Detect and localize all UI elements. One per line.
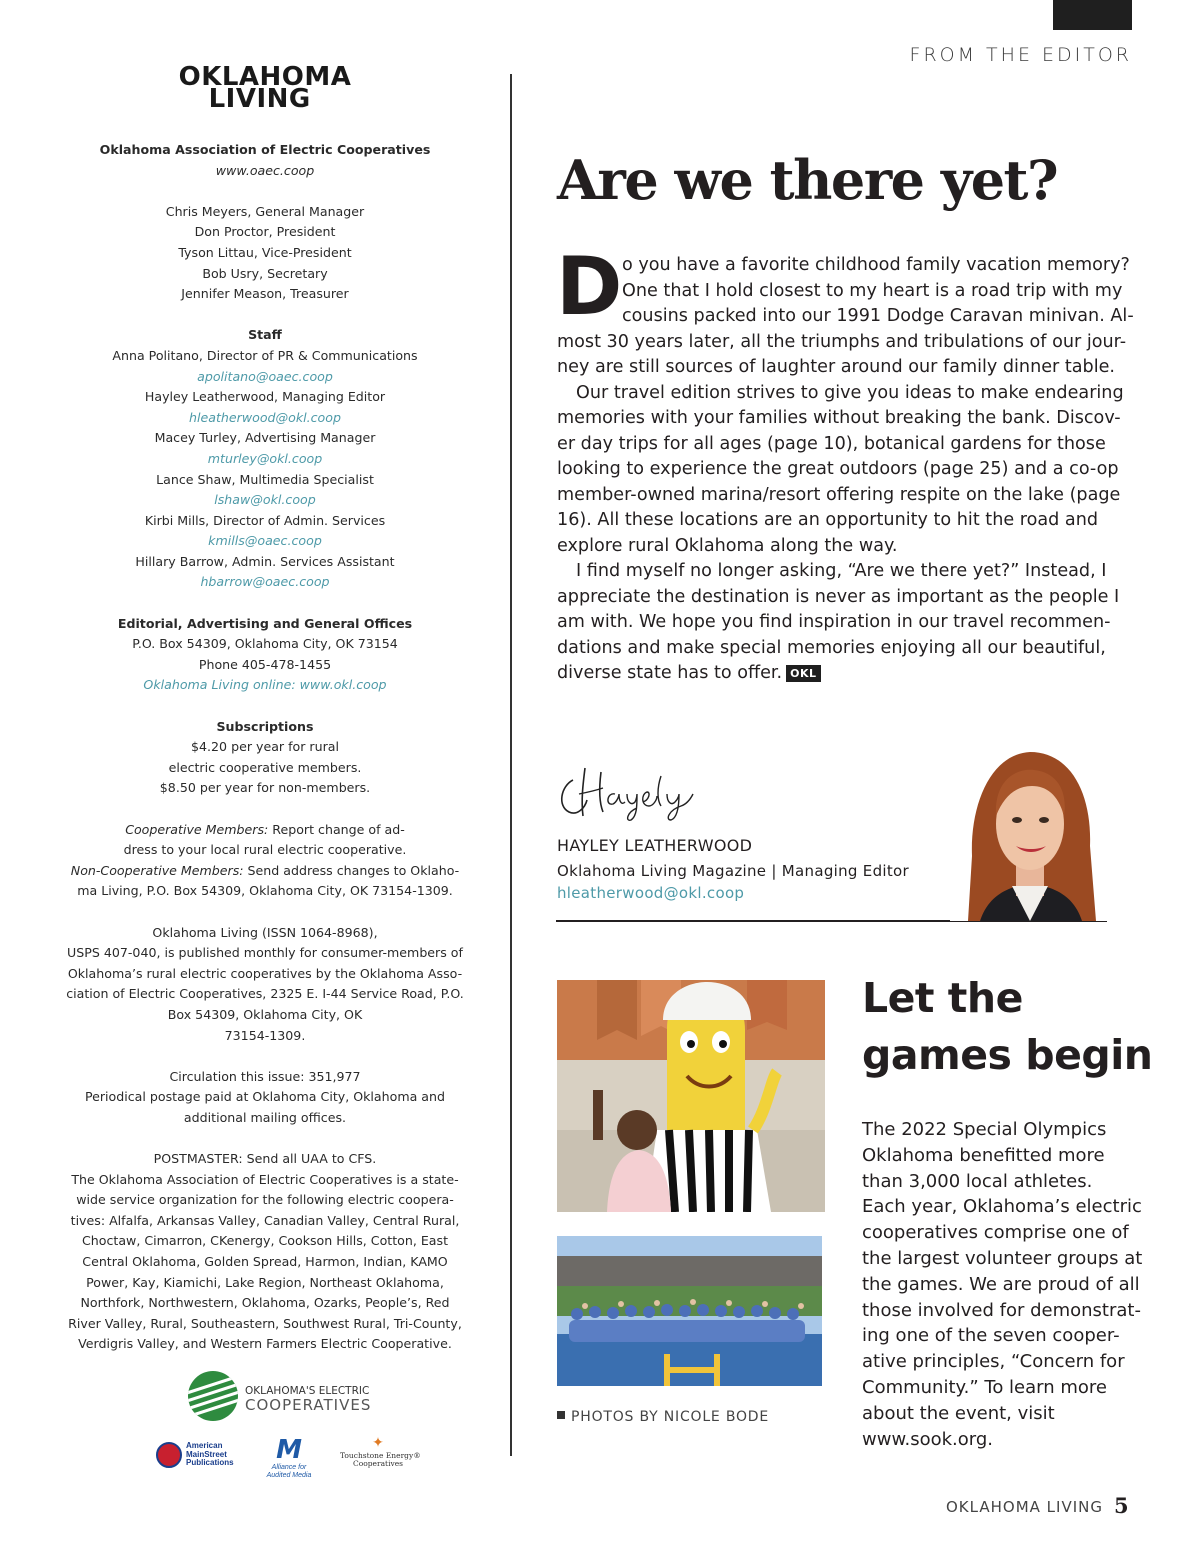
- officer: Chris Meyers, General Manager: [165, 203, 365, 219]
- staff-role: Macey Turley, Advertising Manager: [154, 430, 376, 446]
- bullet-square-icon: [557, 1411, 565, 1419]
- postmaster-line: The Oklahoma Association of Electric Cooperatives is a state-: [71, 1171, 459, 1187]
- coop-members-label: Cooperative Members:: [125, 821, 269, 837]
- subscriptions-heading: Subscriptions: [216, 718, 314, 734]
- sidebar-line: the games. We are proud of all: [862, 1273, 1140, 1295]
- handwritten-signature: [557, 758, 707, 824]
- column-divider: [510, 74, 512, 1456]
- officer: Bob Usry, Secretary: [202, 265, 328, 281]
- author-portrait: [950, 746, 1107, 921]
- sidebar-line: Community.” To learn more: [862, 1377, 1107, 1398]
- offices-address: P.O. Box 54309, Oklahoma City, OK 73154: [132, 636, 398, 652]
- okl-end-badge: OKL: [786, 665, 820, 682]
- aam-mark-icon: M: [276, 1435, 302, 1465]
- coop-logo-line-2: COOPERATIVES: [245, 1396, 372, 1414]
- postmaster-line: River Valley, Rural, Southeastern, Southwest Rural, Tri-County,: [68, 1315, 462, 1331]
- staff-role: Kirbi Mills, Director of Admin. Services: [144, 512, 386, 528]
- body-line: cousins packed into our 1991 Dodge Caravan minivan. Al-: [622, 306, 1134, 326]
- logo-line-2: LIVING: [208, 84, 311, 114]
- staff-email[interactable]: mturley@okl.coop: [207, 450, 323, 466]
- issn-line: USPS 407-040, is published monthly for consumer-members of: [67, 945, 463, 961]
- subscription-line: $8.50 per year for non-members.: [159, 780, 371, 796]
- issn-line: Box 54309, Oklahoma City, OK: [167, 1006, 363, 1022]
- amp-logo-line: MainStreet: [186, 1449, 227, 1459]
- subscription-line: $4.20 per year for rural: [191, 739, 339, 755]
- staff-email[interactable]: lshaw@okl.coop: [214, 492, 316, 508]
- logo-line-1: OKLAHOMA: [178, 62, 352, 92]
- corner-tab: [1053, 0, 1132, 30]
- aam-logo-line: Alliance for: [271, 1464, 307, 1471]
- aam-logo-line: Audited Media: [266, 1471, 312, 1479]
- issn-line: ciation of Electric Cooperatives, 2325 E. I-44 Service Road, P.O.: [66, 986, 464, 1002]
- body-line: ney are still sources of laughter around our family dinner table.: [557, 357, 1116, 377]
- touchstone-figures-icon: ✦: [372, 1434, 384, 1450]
- drop-cap: D: [556, 240, 623, 333]
- mascot-photo: [557, 980, 825, 1212]
- officer: Jennifer Meason, Treasurer: [181, 286, 349, 302]
- sidebar-line: The 2022 Special Olympics: [862, 1119, 1107, 1140]
- staff-heading: Staff: [248, 327, 282, 343]
- staff-email[interactable]: apolitano@oaec.coop: [197, 368, 333, 384]
- postmaster-line: Choctaw, Cimarron, CKenergy, Cookson Hills, Cotton, East: [81, 1233, 449, 1249]
- postmaster-line: POSTMASTER: Send all UAA to CFS.: [153, 1151, 377, 1167]
- body-line: o you have a favorite childhood family vacation memory?: [622, 255, 1130, 275]
- sidebar-line: ing one of the seven cooper-: [862, 1325, 1120, 1347]
- sidebar-line: Each year, Oklahoma’s electric: [862, 1196, 1142, 1218]
- body-line: I find myself no longer asking, “Are we there yet?” Instead, I: [576, 561, 1107, 581]
- page-number: 5: [1114, 1493, 1129, 1518]
- postmaster-line: Northfork, Northwestern, Oklahoma, Ozarks, People’s, Red: [80, 1295, 450, 1311]
- offices-heading: Editorial, Advertising and General Offices: [117, 615, 413, 631]
- officer: Don Proctor, President: [194, 224, 336, 240]
- officer: Tyson Littau, Vice-President: [178, 244, 352, 260]
- circulation-line: additional mailing offices.: [183, 1109, 347, 1125]
- author-name: HAYLEY LEATHERWOOD: [557, 836, 753, 855]
- body-line: Our travel edition strives to give you ideas to make endearing: [576, 382, 1124, 403]
- sidebar-line: those involved for demonstrat-: [862, 1299, 1141, 1321]
- staff-role: Anna Politano, Director of PR & Communications: [112, 347, 418, 363]
- sidebar-headline-line: games begin: [862, 1031, 1153, 1079]
- amp-emblem-icon: [156, 1442, 182, 1468]
- staff-email[interactable]: kmills@oaec.coop: [208, 533, 322, 549]
- coop-members-text: Report change of ad-: [272, 821, 405, 837]
- sidebar-link[interactable]: www.sook.org.: [862, 1428, 994, 1450]
- masthead: [60, 62, 470, 1355]
- photo-credit-text: PHOTOS BY NICOLE BODE: [571, 1409, 770, 1425]
- sidebar-line: than 3,000 local athletes.: [862, 1170, 1093, 1192]
- sidebar-headline-line: Let the: [862, 974, 1023, 1022]
- coop-logo-line-1: OKLAHOMA'S ELECTRIC: [245, 1385, 370, 1397]
- staff-email[interactable]: hleatherwood@okl.coop: [189, 409, 341, 425]
- body-line: member-owned marina/resort offering respite on the lake (page: [557, 484, 1121, 505]
- body-line: am with. We hope you find inspiration in our travel recommen-: [557, 612, 1111, 632]
- body-line-text: diverse state has to offer.: [557, 663, 783, 683]
- postmaster-line: Power, Kay, Kiamichi, Lake Region, Northeast Oklahoma,: [86, 1274, 444, 1290]
- noncoop-members-text: Send address changes to Oklaho-: [247, 862, 460, 878]
- te-logo-line: Touchstone Energy®: [340, 1451, 421, 1460]
- body-line: appreciate the destination is never as important as the people I: [557, 586, 1120, 607]
- body-line: er day trips for all ages (page 10), botanical gardens for those: [557, 433, 1106, 454]
- body-line: 16). All these locations are an opportunity to hit the road and: [557, 510, 1099, 530]
- issn-line: 73154-1309.: [224, 1027, 306, 1043]
- postmaster-line: Verdigris Valley, and Western Farmers Electric Cooperative.: [78, 1336, 452, 1352]
- offices-phone: Phone 405-478-1455: [198, 656, 332, 672]
- noncoop-members-note: [60, 861, 470, 882]
- sidebar-headline: [862, 970, 1152, 1084]
- aam-logo: [264, 1436, 314, 1480]
- amp-logo-line: Publications: [186, 1458, 234, 1467]
- sidebar-line: cooperatives comprise one of: [862, 1222, 1129, 1244]
- circulation-line: Circulation this issue: 351,977: [169, 1068, 361, 1084]
- section-label: FROM THE EDITOR: [909, 44, 1132, 66]
- body-line: looking to experience the great outdoors (page 25) and a co-op: [557, 459, 1119, 479]
- oklahoma-living-logo: [178, 62, 352, 114]
- author-title: Oklahoma Living Magazine | Managing Editor: [557, 862, 909, 880]
- te-logo-line: Cooperatives: [352, 1459, 403, 1468]
- body-line: most 30 years later, all the triumphs and tribulations of our jour-: [557, 331, 1127, 352]
- staff-role: Hayley Leatherwood, Managing Editor: [144, 389, 386, 405]
- body-line: explore rural Oklahoma along the way.: [557, 535, 898, 556]
- footer-publication: OKLAHOMA LIVING: [946, 1498, 1103, 1516]
- org-url[interactable]: www.oaec.coop: [215, 162, 315, 178]
- offices-online-link[interactable]: Oklahoma Living online: www.okl.coop: [143, 677, 387, 693]
- sidebar-line: the largest volunteer groups at: [862, 1248, 1143, 1269]
- coop-members-note: [60, 820, 470, 841]
- touchstone-energy-logo: [340, 1432, 421, 1468]
- postmaster-line: Central Oklahoma, Golden Spread, Harmon, Indian, KAMO: [82, 1254, 448, 1270]
- coop-members-note-2: dress to your local rural electric cooperative.: [123, 842, 407, 858]
- coop-globe-icon: [188, 1371, 238, 1421]
- body-line: One that I hold closest to my heart is a road trip with my: [622, 280, 1123, 301]
- sidebar-line: Oklahoma benefitted more: [862, 1144, 1105, 1166]
- partner-logos: [156, 1432, 436, 1480]
- sidebar-line: about the event, visit: [862, 1402, 1055, 1424]
- staff-role: Hillary Barrow, Admin. Services Assistant: [135, 553, 395, 569]
- electric-cooperatives-logo: [188, 1371, 378, 1423]
- body-line-last: [557, 661, 821, 687]
- staff-email[interactable]: hbarrow@oaec.coop: [200, 574, 330, 590]
- postmaster-line: wide service organization for the following electric coopera-: [76, 1192, 454, 1208]
- amp-logo-text: [186, 1442, 234, 1468]
- issn-line: Oklahoma’s rural electric cooperatives by the Oklahoma Asso-: [67, 965, 463, 981]
- volunteer-group-photo: [557, 1236, 822, 1386]
- amp-logo-line: American: [186, 1441, 223, 1450]
- postmaster-line: tives: Alfalfa, Arkansas Valley, Canadian Valley, Central Rural,: [70, 1212, 460, 1228]
- photo-credit: [557, 1409, 769, 1425]
- editorial-headline: Are we there yet?: [557, 148, 1058, 212]
- noncoop-members-label: Non-Cooperative Members:: [70, 862, 244, 878]
- subscription-line: electric cooperative members.: [168, 759, 362, 775]
- noncoop-members-note-2: ma Living, P.O. Box 54309, Oklahoma City, OK 73154-1309.: [77, 883, 453, 899]
- issn-line: Oklahoma Living (ISSN 1064-8968),: [152, 924, 378, 940]
- staff-role: Lance Shaw, Multimedia Specialist: [156, 471, 374, 487]
- author-email-link[interactable]: hleatherwood@okl.coop: [557, 884, 745, 902]
- body-line: memories with your families without breaking the bank. Discov-: [557, 408, 1121, 428]
- org-name: Oklahoma Association of Electric Cooperatives: [99, 142, 431, 157]
- body-line: dations and make special memories enjoying all our beautiful,: [557, 637, 1106, 658]
- sidebar-line: ative principles, “Concern for: [862, 1351, 1125, 1373]
- circulation-line: Periodical postage paid at Oklahoma City, Oklahoma and: [84, 1089, 446, 1105]
